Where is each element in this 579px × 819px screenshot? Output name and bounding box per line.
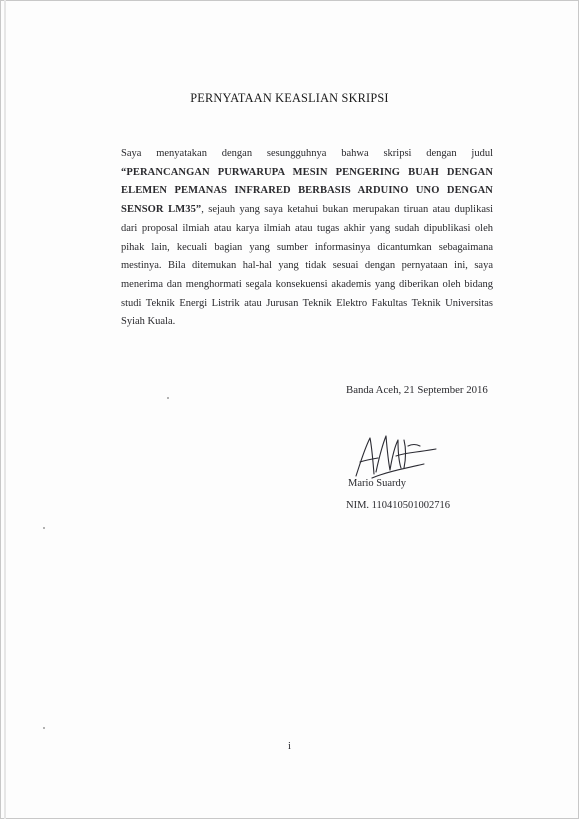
page-title: PERNYATAAN KEASLIAN SKRIPSI xyxy=(190,91,389,105)
signer-name: Mario Suardy xyxy=(348,478,407,489)
page-number: i xyxy=(288,741,291,752)
signature-icon xyxy=(346,428,438,484)
signer-nim: NIM. 110410501002716 xyxy=(346,500,451,511)
statement-body: , sejauh yang saya ketahui bukan merupakan tiruan atau duplikasi dari proposal ilmiah atau karya ilmiah atau tugas akhir yang sudah dipublikasi oleh pihak lain, kecuali bagian yang sumber informasinya dicantumkan sebagaimana mestinya. Bila ditemukan hal-hal yang tidak sesuai dengan pernyataan ini, saya menerima dan menghormati segala konsekuensi akademis yang diberikan oleh bidang studi Teknik Energi Listrik atau Jurusan Teknik Elektro Fakultas Teknik Universitas Syiah Kuala. xyxy=(121,204,493,328)
scan-edge xyxy=(4,0,6,819)
statement-paragraph xyxy=(121,145,493,332)
scan-speck xyxy=(167,397,169,399)
statement-intro: Saya menyatakan dengan sesungguhnya bahwa skripsi dengan judul xyxy=(121,148,493,159)
place-date: Banda Aceh, 21 September 2016 xyxy=(346,384,488,396)
scan-speck xyxy=(43,527,45,529)
thesis-title: “PERANCANGAN PURWARUPA MESIN PENGERING BUAH DENGAN ELEMEN PEMANAS INFRARED BERBASIS ARDUINO UNO DENGAN SENSOR LM35” xyxy=(121,166,493,216)
scan-speck xyxy=(43,727,45,729)
